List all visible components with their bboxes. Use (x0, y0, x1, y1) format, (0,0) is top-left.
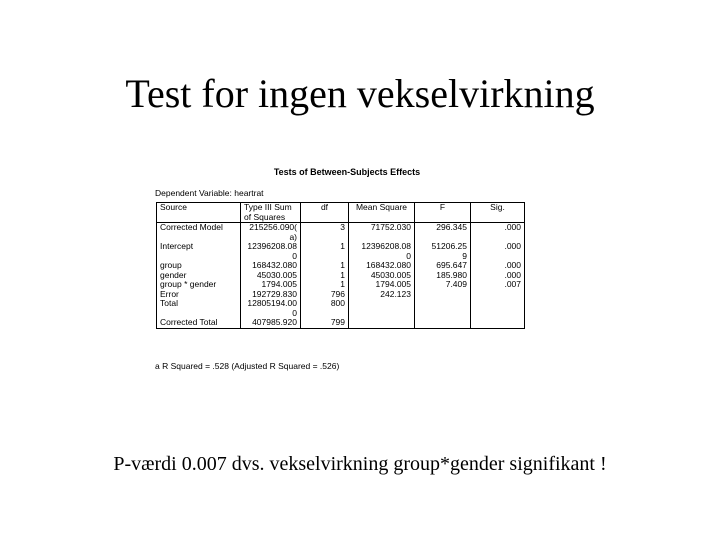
cell-sum-of-squares: 407985.920 (241, 318, 301, 328)
column-header-f: F (415, 203, 471, 223)
cell-sig (471, 318, 525, 328)
column-header-source: Source (157, 203, 241, 223)
cell-sig (471, 299, 525, 318)
cell-df: 1 (301, 271, 349, 281)
cell-sig: .000 (471, 242, 525, 261)
spss-table-title: Tests of Between-Subjects Effects (273, 167, 421, 177)
conclusion-text: P-værdi 0.007 dvs. vekselvirkning group*gender signifikant ! (113, 453, 607, 475)
table-row (157, 242, 525, 261)
cell-f: 695.647 (415, 261, 471, 271)
cell-sum-of-squares: 12396208.08 0 (241, 242, 301, 261)
cell-df: 1 (301, 280, 349, 290)
cell-sig (471, 290, 525, 300)
cell-sum-of-squares: 192729.830 (241, 290, 301, 300)
cell-df: 800 (301, 299, 349, 318)
cell-df: 796 (301, 290, 349, 300)
cell-sum-of-squares: 12805194.00 0 (241, 299, 301, 318)
cell-df: 799 (301, 318, 349, 328)
cell-f (415, 290, 471, 300)
cell-df: 1 (301, 242, 349, 261)
cell-sig: .000 (471, 261, 525, 271)
spss-output (154, 166, 540, 376)
cell-mean-square: 242.123 (349, 290, 415, 300)
cell-source: Corrected Total (157, 318, 241, 328)
cell-sig: .000 (471, 271, 525, 281)
cell-mean-square: 45030.005 (349, 271, 415, 281)
cell-source: Total (157, 299, 241, 318)
table-footnote: a R Squared = .528 (Adjusted R Squared = .526) (155, 361, 340, 371)
table-row (157, 271, 525, 281)
cell-source: group (157, 261, 241, 271)
cell-mean-square: 12396208.08 0 (349, 242, 415, 261)
cell-sum-of-squares: 215256.090( a) (241, 223, 301, 243)
cell-mean-square: 71752.030 (349, 223, 415, 243)
table-row (157, 280, 525, 290)
cell-mean-square: 1794.005 (349, 280, 415, 290)
cell-sig: .000 (471, 223, 525, 243)
cell-mean-square (349, 299, 415, 318)
cell-f (415, 299, 471, 318)
cell-df: 3 (301, 223, 349, 243)
cell-sum-of-squares: 45030.005 (241, 271, 301, 281)
cell-f: 51206.25 9 (415, 242, 471, 261)
table-row (157, 299, 525, 318)
cell-source: gender (157, 271, 241, 281)
cell-sum-of-squares: 168432.080 (241, 261, 301, 271)
cell-f: 185.980 (415, 271, 471, 281)
table-row (157, 290, 525, 300)
table-row (157, 318, 525, 328)
cell-mean-square (349, 318, 415, 328)
dependent-variable-value: heartrat (234, 188, 264, 198)
cell-sum-of-squares: 1794.005 (241, 280, 301, 290)
cell-f: 296.345 (415, 223, 471, 243)
cell-f: 7.409 (415, 280, 471, 290)
anova-table-body (157, 223, 525, 329)
cell-source: Intercept (157, 242, 241, 261)
table-row (157, 261, 525, 271)
cell-sig: .007 (471, 280, 525, 290)
column-header-sum-of-squares: Type III Sum of Squares (241, 203, 301, 223)
dependent-variable-label: Dependent Variable: (155, 188, 232, 198)
cell-mean-square: 168432.080 (349, 261, 415, 271)
column-header-sig: Sig. (471, 203, 525, 223)
column-header-mean-square: Mean Square (349, 203, 415, 223)
cell-f (415, 318, 471, 328)
dependent-variable (155, 189, 264, 199)
cell-df: 1 (301, 261, 349, 271)
cell-source: Corrected Model (157, 223, 241, 243)
cell-source: Error (157, 290, 241, 300)
table-row (157, 223, 525, 243)
slide-title: Test for ingen vekselvirkning (125, 71, 595, 116)
column-header-df: df (301, 203, 349, 223)
table-header-row (157, 203, 525, 223)
anova-table (156, 202, 525, 329)
cell-source: group * gender (157, 280, 241, 290)
